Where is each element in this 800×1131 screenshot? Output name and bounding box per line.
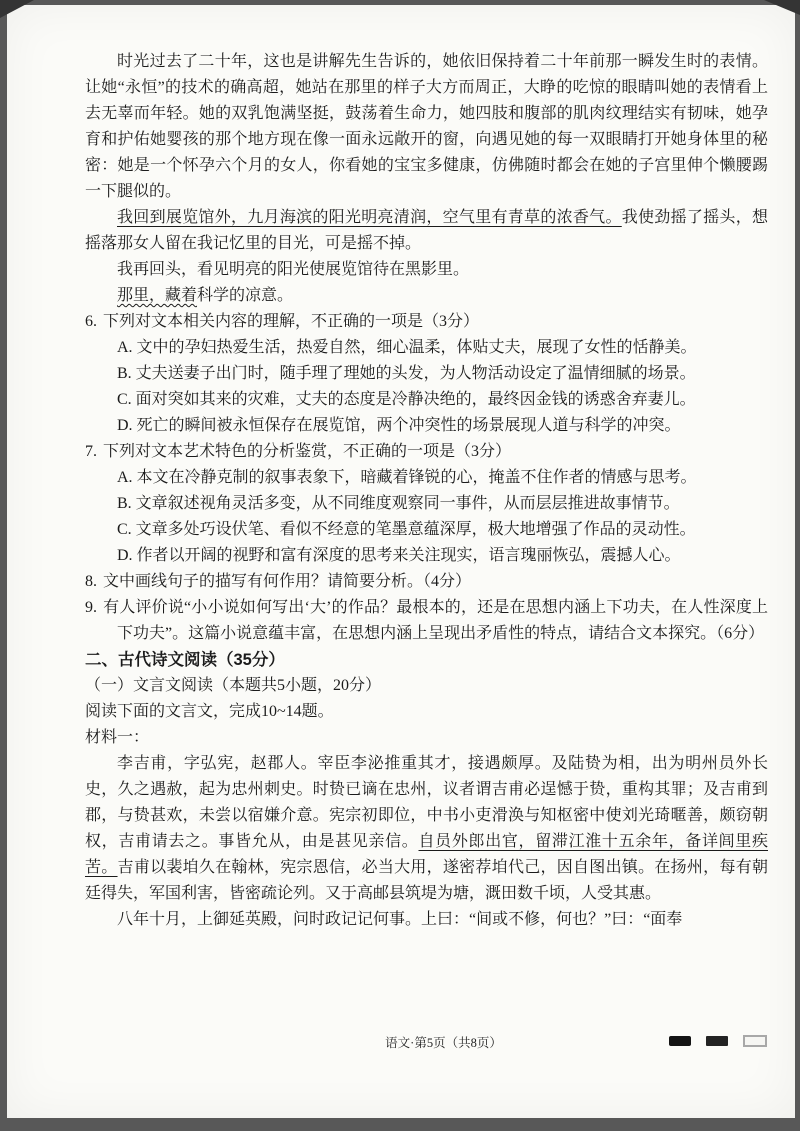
- question-7-stem: [85, 439, 768, 465]
- scan-corner-artifact: [764, 0, 800, 15]
- question-7-option-a: A. 本文在冷静克制的叙事表象下，暗藏着锋锐的心，掩盖不住作者的情感与思考。: [117, 469, 697, 486]
- question-8: [85, 569, 768, 595]
- question-stem-text: 下列对文本相关内容的理解，不正确的一项是（3分）: [103, 313, 480, 330]
- passage-text: 科学的凉意。: [197, 287, 294, 304]
- scan-corner-artifact: [0, 0, 34, 18]
- passage-paragraph-4: [85, 283, 768, 309]
- passage-paragraph-3: 我再回头，看见明亮的阳光使展览馆待在黑影里。: [117, 261, 470, 278]
- material-one-label: 材料一：: [85, 729, 150, 746]
- question-9-stem: [85, 595, 768, 647]
- question-6-option-b: B. 丈夫送妻子出门时，随手理了理她的头发，为人物活动设定了温情细腻的场景。: [117, 365, 696, 382]
- classical-text: 吉甫以裴垍久在翰林，宪宗恩信，必当大用，遂密荐垍代己，因自图出镇。在扬州，每有朝廷得失，军国利害，皆密疏论列。又于高邮县筑堤为塘，溉田数千顷，人受其惠。: [85, 859, 768, 902]
- question-7-option-d: D. 作者以开阔的视野和富有深度的思考来关注现实，语言瑰丽恢弘，震撼人心。: [117, 547, 681, 564]
- page-content: [85, 49, 768, 933]
- question-7-option-c: C. 文章多处巧设伏笔、看似不经意的笔墨意蕴深厚，极大地增强了作品的灵动性。: [117, 521, 696, 538]
- passage-text: 我使劲摇了摇头，想摇落那女人留在我记忆里的目光，可是摇不掉。: [85, 209, 768, 252]
- passage-paragraph-2: [85, 205, 768, 257]
- filled-mark-icon: [669, 1036, 691, 1046]
- outline-mark-icon: [743, 1035, 767, 1047]
- question-9: [85, 595, 768, 647]
- classical-text: 李吉甫，字弘宪，赵郡人。宰臣李泌推重其才，接遇颇厚。及陆贽为相，出为明州员外长史，久之遇赦，起为忠州刺史。时贽已谪在忠州，议者谓吉甫必逞憾于贽，重构其罪；及吉甫到郡，与贽甚欢，未尝以宿嫌介意。宪宗初即位，中书小吏滑涣与知枢密中使刘光琦暱善，颇窃朝权，吉甫请去之。事皆允从，由是甚见亲信。: [85, 755, 768, 850]
- question-6-option-c: C. 面对突如其来的灾难，丈夫的态度是冷静决绝的，最终因金钱的诱惑舍弃妻儿。: [117, 391, 696, 408]
- question-stem-text: 下列对文本艺术特色的分析鉴赏，不正确的一项是（3分）: [103, 443, 512, 460]
- filled-mark-icon: [706, 1036, 728, 1046]
- print-registration-marks: [669, 1035, 767, 1047]
- question-stem-text: 有人评价说“小小说如何写出‘大’的作品？最根本的，还是在思想内涵上下功夫，在人性深度上下功夫”。这篇小说意蕴丰富，在思想内涵上呈现出矛盾性的特点，请结合文本探究。（6分）: [103, 599, 768, 642]
- question-8-stem: [85, 569, 768, 595]
- question-number: 9.: [85, 599, 97, 616]
- section-two-subsection: （一）文言文阅读（本题共5小题，20分）: [85, 677, 382, 694]
- passage-paragraph-1: 时光过去了二十年，这也是讲解先生告诉的，她依旧保持着二十年前那一瞬发生时的表情。让她“永恒”的技术的确高超，她站在那里的样子大方而周正，大睁的吃惊的眼睛叫她的表情看上去无辜而年轻。她的双乳饱满坚挺，鼓荡着生命力，她四肢和腹部的肌肉纹理结实有韧味，她孕育和护佑她婴孩的那个地方现在像一面永远敞开的窗，向遇见她的每一双眼睛打开她身体里的秘密：她是一个怀孕六个月的女人，你看她的宝宝多健康，仿佛随时都会在她的子宫里伸个懒腰踢一下腿似的。: [85, 53, 768, 200]
- question-7: [85, 439, 768, 569]
- section-two-title: 二、古代诗文阅读（35分）: [85, 651, 285, 669]
- question-7-option-b: B. 文章叙述视角灵活多变，从不同维度观察同一事件，从而层层推进故事情节。: [117, 495, 680, 512]
- question-number: 8.: [85, 573, 97, 590]
- question-6: [85, 309, 768, 439]
- question-number: 7.: [85, 443, 97, 460]
- classical-paragraph-1: [85, 751, 768, 907]
- scanned-exam-page: [7, 5, 795, 1118]
- question-number: 6.: [85, 313, 97, 330]
- question-stem-text: 文中画线句子的描写有何作用？请简要分析。（4分）: [103, 573, 472, 590]
- section-two-instruction: 阅读下面的文言文，完成10~14题。: [85, 703, 334, 720]
- wavy-underlined-phrase: 那里，藏着: [117, 287, 198, 304]
- question-6-option-d: D. 死亡的瞬间被永恒保存在展览馆，两个冲突性的场景展现人道与科学的冲突。: [117, 417, 681, 434]
- question-6-option-a: A. 文中的孕妇热爱生活，热爱自然，细心温柔，体贴丈夫，展现了女性的恬静美。: [117, 339, 697, 356]
- underlined-sentence: 我回到展览馆外，九月海滨的阳光明亮清润，空气里有青草的浓香气。: [117, 209, 622, 226]
- page-footer: 语文·第5页（共8页）: [385, 1036, 502, 1050]
- question-6-stem: [85, 309, 768, 335]
- classical-paragraph-2: 八年十月，上御延英殿，问时政记记何事。上曰：“间或不修，何也？”曰：“面奉: [117, 911, 683, 928]
- classical-underlined-sentence: 自员外郎出官，留滞江淮十五余年，备详闾里疾苦。: [85, 833, 768, 876]
